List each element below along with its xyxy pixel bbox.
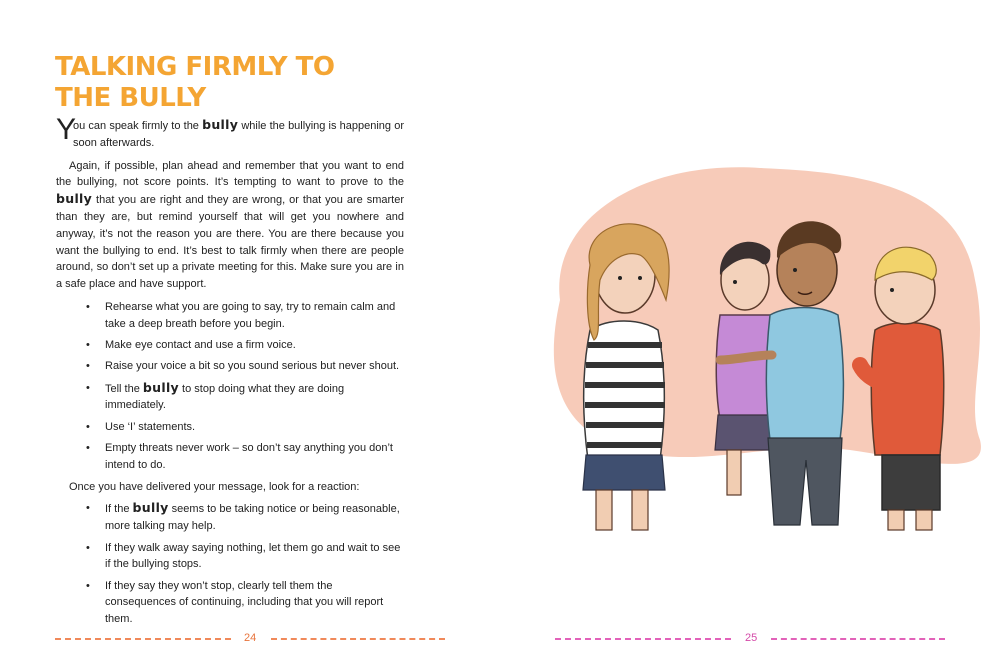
footer-dash-left bbox=[55, 638, 231, 640]
bullet-dot: • bbox=[86, 360, 90, 373]
list-item bbox=[86, 358, 404, 375]
page-title: TALKING FIRMLY TO THE BULLY bbox=[55, 52, 335, 113]
list-item bbox=[86, 337, 404, 354]
list-item bbox=[86, 540, 404, 574]
bully-word: bully bbox=[56, 191, 93, 207]
list-item-text: If they say they won’t stop, clearly tell them the consequences of continuing, including that you will report them. bbox=[105, 579, 384, 626]
list-item bbox=[86, 500, 404, 535]
page-number: 24 bbox=[244, 632, 257, 644]
list-item-text: Tell the bbox=[105, 382, 143, 395]
list-item-text: If the bbox=[105, 503, 133, 516]
bullet-dot: • bbox=[86, 339, 90, 352]
drop-cap: Y bbox=[56, 113, 77, 146]
right-page-footer bbox=[555, 631, 945, 645]
children-group-illustration bbox=[520, 150, 990, 540]
advice-text-1: Again, if possible, plan ahead and remember that you want to end the bullying, not score points. It’s tempting to want to prove to the bbox=[56, 159, 404, 189]
right-page bbox=[500, 0, 1000, 667]
list-item-text: to stop doing what they are doing immediately. bbox=[105, 382, 345, 412]
footer-dash-right bbox=[271, 638, 445, 640]
bullet-dot: • bbox=[86, 300, 90, 313]
list-item-text: Make eye contact and use a firm voice. bbox=[105, 339, 296, 352]
bully-word: bully bbox=[142, 379, 179, 395]
list-item-text: Empty threats never work – so don’t say anything you don’t intend to do. bbox=[105, 442, 393, 471]
intro-text-1: ou can speak firmly to the bbox=[73, 120, 203, 132]
footer-dash-right bbox=[771, 638, 945, 640]
list-item bbox=[86, 299, 404, 333]
list-item-text: Use ‘I’ statements. bbox=[105, 420, 196, 433]
left-page-footer bbox=[55, 631, 445, 645]
list-item bbox=[86, 419, 404, 436]
advice-paragraph bbox=[56, 158, 404, 293]
page-number: 25 bbox=[745, 632, 758, 644]
bullet-dot: • bbox=[86, 579, 90, 592]
list-item bbox=[86, 440, 404, 474]
list-item-text: seems to be taking notice or being reasonable, more talking may help. bbox=[105, 503, 400, 533]
list-item-text: If they walk away saying nothing, let them go and wait to see if the bullying stops. bbox=[105, 541, 401, 571]
tips-list bbox=[56, 299, 404, 474]
figure-striped-shirt-girl bbox=[583, 224, 669, 530]
reaction-lead: Once you have delivered your message, look for a reaction: bbox=[69, 480, 360, 493]
bullet-dot: • bbox=[86, 541, 90, 554]
bullet-dot: • bbox=[86, 502, 90, 515]
list-item-text: Rehearse what you are going to say, try to remain calm and take a deep breath before you begin. bbox=[105, 300, 396, 330]
advice-text-2: that you are right and they are wrong, or that you are smarter than they are, but remind yourself that will get you nowhere and anyway, it’s not the reason you are there. You are there because you want the bullying to end. It’s best to talk firmly when there are people around, so don’t set up a private meeting for this. Make sure you are in a safe place and have support. bbox=[56, 194, 404, 291]
list-item bbox=[86, 578, 404, 628]
bully-word: bully bbox=[132, 500, 169, 516]
bullet-dot: • bbox=[86, 420, 90, 433]
bullet-dot: • bbox=[86, 442, 90, 455]
intro-text-2: while the bullying is happening or soon afterwards. bbox=[73, 120, 404, 149]
intro-paragraph bbox=[56, 113, 404, 152]
bully-word: bully bbox=[202, 117, 239, 132]
bullet-dot: • bbox=[86, 381, 90, 394]
list-item-text: Raise your voice a bit so you sound serious but never shout. bbox=[105, 360, 400, 373]
body-text bbox=[56, 113, 404, 633]
reaction-list bbox=[56, 500, 404, 628]
list-item bbox=[86, 380, 404, 415]
footer-dash-left bbox=[555, 638, 731, 640]
